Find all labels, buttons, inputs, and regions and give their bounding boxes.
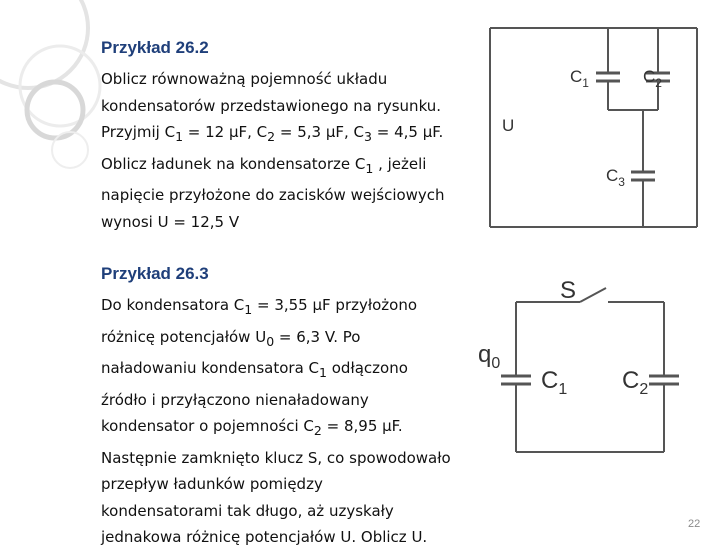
- slide-number: 22: [688, 518, 701, 530]
- capacitor-c1-label: $C_1$: [541, 367, 568, 398]
- switch-label: S: [560, 277, 577, 304]
- example-2-line: Następnie zamknięto klucz S, co spowodowało: [101, 448, 451, 467]
- example-2-line: jednakowa różnicę potencjałów U. Oblicz U.: [101, 528, 428, 546]
- example-2-line: kondensator o pojemności $C_2 = 8,95$ μF.: [101, 417, 403, 438]
- switch-lever: [580, 288, 606, 302]
- voltage-label: U: [502, 116, 515, 135]
- capacitor-c1-label: $C_1$: [570, 67, 589, 90]
- example-2-line: przepływ ładunków pomiędzy: [101, 475, 323, 493]
- example-2-line: naładowaniu kondensatora $C_1$ odłączono: [101, 359, 408, 380]
- example-1-line: kondensatorów przedstawionego na rysunku.: [101, 96, 442, 115]
- example-2-line: kondensatorami tak długo, aż uzyskały: [101, 501, 394, 520]
- example-1-line: Przyjmij $C_1 = 12$ μF, $C_2 = 5,3$ μF, $C_3 = 4,5$ μF.: [101, 123, 444, 144]
- example-2-heading: Przykład 26.3: [101, 264, 209, 283]
- example-1-line: wynosi U = 12,5 V: [101, 212, 240, 231]
- example-1-line: Oblicz równoważną pojemność układu: [101, 70, 388, 88]
- circuit-1: [490, 28, 697, 227]
- example-2-line: źródło i przyłączono nienaładowany: [101, 390, 369, 409]
- capacitor-c2-label: $C_2$: [622, 367, 649, 398]
- capacitor-c2-label: $C_2$: [643, 67, 662, 90]
- example-2-line: Do kondensatora $C_1 = 3,55$ μF przyłożono: [101, 296, 418, 317]
- example-2-line: różnicę potencjałów $U_0 = 6,3$ V. Po: [101, 327, 361, 349]
- charge-label: $q_0$: [478, 341, 501, 372]
- example-1-line: napięcie przyłożone do zacisków wejściowych: [101, 186, 445, 204]
- example-1-heading: Przykład 26.2: [101, 38, 209, 57]
- example-1-line: Oblicz ładunek na kondensatorze $C_1$ , jeżeli: [101, 154, 427, 176]
- circuit-2: [501, 288, 679, 452]
- capacitor-c3-label: $C_3$: [606, 166, 625, 189]
